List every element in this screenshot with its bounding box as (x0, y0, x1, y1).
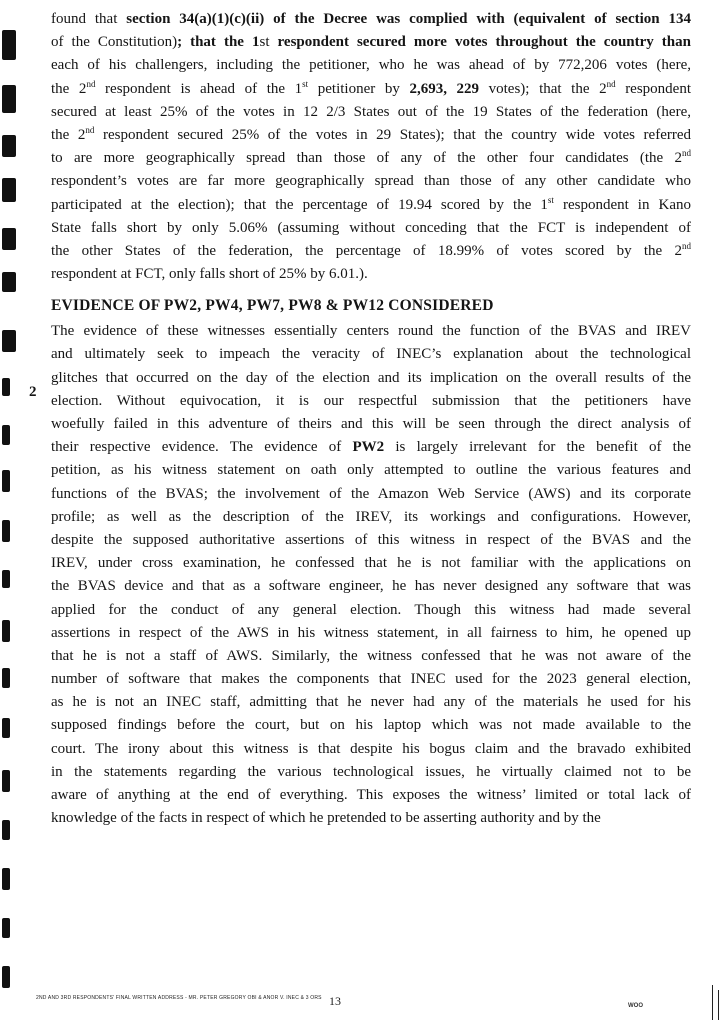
margin-mark: WOO (628, 1003, 643, 1009)
ordinal-suffix: nd (682, 240, 691, 251)
text-line: assertions in respect of the AWS in his witness statement, in all fairness to him, he opened up (51, 624, 691, 641)
binding-edge (0, 0, 30, 1024)
binding-hole (2, 378, 10, 396)
bold-text: 2,693, 229 (409, 80, 480, 97)
text-line: secured at least 25% of the votes in 12 2/3 States out of the 19 States of the federation (here, (51, 103, 691, 120)
text-line: IREV, under cross examination, he confessed that he is not familiar with the applications on (51, 555, 691, 572)
binding-hole (2, 228, 16, 250)
ordinal-suffix: st (302, 78, 309, 89)
ordinal-suffix: nd (85, 124, 95, 135)
binding-hole (2, 868, 10, 890)
binding-hole (2, 178, 16, 202)
footer-running-title: 2ND AND 3RD RESPONDENTS' FINAL WRITTEN ADDRESS - MR. PETER GREGORY OBI & ANOR V. INEC & 3 ORS (36, 995, 322, 1001)
binding-hole (2, 520, 10, 542)
ordinal-suffix: st (547, 194, 554, 205)
text-line: the BVAS device and that as a software engineer, he has never designed any software that was (51, 578, 691, 595)
binding-hole (2, 470, 10, 492)
text-line: knowledge of the facts in respect of which he pretended to be asserting authority and by the (51, 810, 601, 827)
text-line: participated at the election); that the percentage of 19.94 scored by the 1st respondent in Kano (51, 194, 691, 213)
text-line: woefully failed in this adventure of theirs and this will be seen through the direct analysis of (51, 416, 691, 432)
binding-hole (2, 668, 10, 688)
text-line: glitches that occurred on the day of the election and its implication on the overall results of the (51, 369, 691, 386)
paragraph-number: 2 (29, 384, 37, 400)
binding-hole (2, 272, 16, 292)
page-edge-line (718, 990, 719, 1020)
bold-text: PW2 (352, 439, 385, 456)
bold-text: section 34(a)(1)(c)(ii) of the Decree was complied with (equivalent of section 134 (126, 11, 691, 27)
paragraph-block-1 (51, 8, 691, 286)
text-line: as he is not an INEC staff, admitting that he never had any of the materials he used for his (51, 694, 691, 711)
binding-hole (2, 135, 16, 157)
text-line: respondent’s votes are far more geographically spread than those of any other candidate who (51, 173, 691, 190)
ordinal-suffix: nd (682, 148, 691, 159)
text-line: aware of anything at the end of everything. This exposes the witness’ limited or total lack of (51, 787, 691, 803)
binding-hole (2, 620, 10, 642)
page-number: 13 (329, 994, 341, 1008)
text-line: that he is not a staff of AWS. Similarly, the witness confessed that he was not aware of the (51, 647, 691, 664)
section-heading: EVIDENCE OF PW2, PW4, PW7, PW8 & PW12 CONSIDERED (51, 297, 494, 315)
paragraph-block-2 (51, 320, 691, 830)
text-line: State falls short by only 5.06% (assuming without conceding that the FCT is independent of (51, 219, 691, 236)
text-line: profile; as well as the description of the IREV, its workings and configurations. However, (51, 508, 691, 525)
text-line: each of his challengers, including the petitioner, who he was ahead of by 772,206 votes (here, (51, 57, 691, 74)
text-line: The evidence of these witnesses essentially centers round the function of the BVAS and IREV (51, 323, 691, 340)
binding-hole (2, 966, 10, 988)
text-line: to are more geographically spread than those of any of the other four candidates (the 2nd (51, 148, 691, 167)
text-line: despite the supposed authoritative assertions of this witness in respect of the BVAS and the (51, 531, 691, 548)
page-edge-line (712, 985, 713, 1020)
binding-hole (2, 425, 10, 445)
text-line: found that section 34(a)(1)(c)(ii) of the Decree was complied with (equivalent of section 134 (51, 11, 691, 27)
text-line: the other States of the federation, the percentage of 18.99% of votes scored by the 2nd (51, 240, 691, 259)
binding-hole (2, 570, 10, 588)
binding-hole (2, 30, 16, 60)
text-line: petition, as his witness statement on oath only attempted to outline the various features and (51, 462, 691, 479)
text-line: their respective evidence. The evidence of PW2 is largely irrelevant for the benefit of the (51, 439, 691, 456)
text-line: number of software that makes the components that INEC used for the 2023 general election, (51, 671, 691, 688)
text-line: election. Without equivocation, it is our respectful submission that the petitioners have (51, 392, 691, 409)
text-line: respondent at FCT, only falls short of 25% by 6.01.). (51, 266, 368, 283)
text-line: functions of the BVAS; the involvement of the Amazon Web Service (AWS) and its corporate (51, 485, 691, 502)
bold-text: respondent secured more votes throughout the country than (269, 34, 691, 51)
text-line: of the Constitution); that the 1st respondent secured more votes throughout the country than (51, 34, 691, 51)
binding-hole (2, 718, 10, 738)
text-line: applied for the conduct of any general election. Though this witness had made several (51, 601, 691, 618)
text-line: the 2nd respondent secured 25% of the votes in 29 States); that the country wide votes referred (51, 124, 691, 143)
binding-hole (2, 85, 16, 113)
text-line: court. The irony about this witness is that despite his bogus claim and the bravado exhibited (51, 740, 691, 757)
page-body (51, 8, 691, 830)
binding-hole (2, 918, 10, 938)
bold-text: ; that the 1 (177, 34, 260, 51)
ordinal-suffix: nd (606, 78, 616, 89)
binding-hole (2, 770, 10, 792)
ordinal-suffix: nd (86, 78, 96, 89)
binding-hole (2, 330, 16, 352)
binding-hole (2, 820, 10, 840)
text-line: supposed findings before the court, but on his laptop which was not made available to the (51, 717, 691, 734)
text-line: the 2nd respondent is ahead of the 1st petitioner by 2,693, 229 votes); that the 2nd respondent (51, 78, 692, 97)
text-line: and ultimately seek to impeach the veracity of INEC’s explanation about the technological (51, 346, 691, 363)
text-line: in the statements regarding the various technological issues, he virtually claimed not to be (51, 763, 691, 780)
